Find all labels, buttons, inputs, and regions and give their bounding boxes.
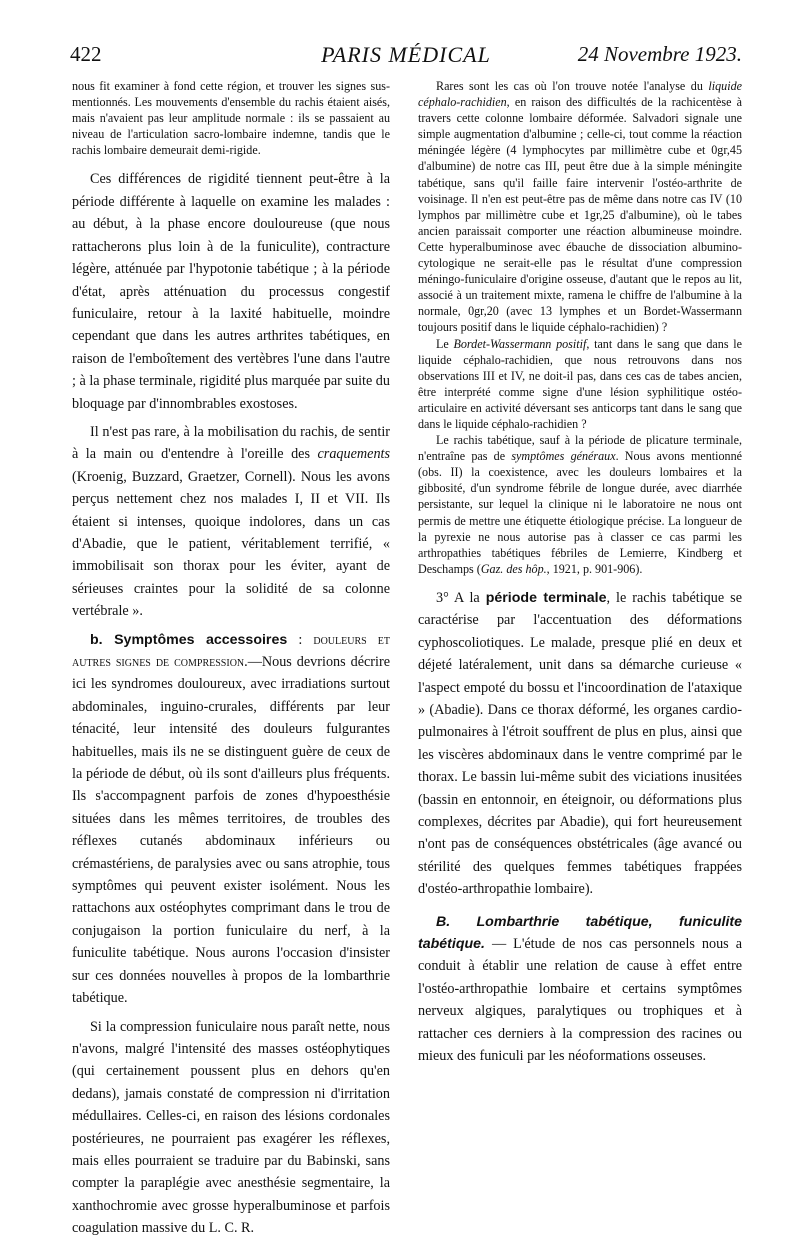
text-run: Le rachis tabétique, sauf à la période de plicature terminale, n'entraîne pas de xyxy=(418,433,742,464)
text-run: — L'étude de nos cas personnels nous a conduit à établir une relation de cause à effet entre l'ostéo-arthropathie lombaire et certains symptômes nerveux algiques, paralytiques ou trophiques et à rattacher ces derniers à la compression des racines ou mieux des funiculi par les néoformations osseuses. xyxy=(418,936,742,1065)
left-column xyxy=(72,78,390,1240)
section-heading-b: b. Symptômes accessoires xyxy=(90,631,288,648)
left-paragraph-2: Ces différences de rigidité tiennent peut-être à la période différente à laquelle on examine les malades : au début, à la phase encore douloureuse (que nous rattacherons plus loin à de la funiculite), contracture légère, atténuée par l'hypotonie tabétique ; à la période d'état, après atténuation du processus congestif funiculaire, retour à la laxité habituelle, moindre cependant que dans les autres arthrites tabétiques, en raison de l'emboîtement des vertèbres l'une dans l'autre ; à la phase terminale, rigidité plus marquée par suite du bloquage par d'innombrables exostoses. xyxy=(72,171,390,412)
text-run: Rares sont les cas où l'on trouve notée l'analyse du xyxy=(436,79,709,93)
section-heading-B: B. Lombarthrie tabétique, funiculite tabétique. xyxy=(418,913,742,952)
text-run: (Kroenig, Buzzard, Graetzer, Cornell). Nous les avons perçus nettement chez nos malades I, II et VII. Ils étaient si intenses, quoique indolores, dans un cas d'Abadie, que le patient, véritablement terrifié, « immobilisait son thorax pour les éviter, ayant de sérieuses craintes pour la solidité de sa colonne vertébrale ». xyxy=(72,468,390,620)
text-run: Il n'est pas rare, à la mobilisation du rachis, de sentir à la main ou d'entendre à l'oreille des xyxy=(72,423,390,463)
right-paragraph-1 xyxy=(418,78,742,336)
right-paragraph-3 xyxy=(418,432,742,577)
emphasis-periode-terminale: période terminale xyxy=(485,589,607,606)
right-column xyxy=(418,78,742,1067)
text-run: , en raison des difficultés de la rachicentèse à travers cette colonne lombaire déformée. Salvadori signale une simple augmentation d'albumine ; celle-ci, tout comme la réaction méningée légère (4 lymphocytes par millimètre cube et 0gr,45 d'albumine) de notre cas III, peut être due à la simple méningite tabétique, sans qu'il faille faire intervenir l'ostéo-arthrite de voisinage. Il n'en est peut-être pas de même dans notre cas IV (10 lymphos par millimètre cube et 1gr,25 d'albumine), où le tabes ancien paraissait comporter une réaction albumineuse moindre. Cette hyperalbuminose avec ébauche de dissociation albumino-cytologique ne serait-elle pas le résultat d'une compression méningo-funiculaire d'origine osseuse, d'autant que le repos au lit, associé à un traitement mixte, ramena le chiffre de l'albumine à la normale, 0gr,20 (avec 13 lymphes et un Bordet-Wassermann toujours positif dans le liquide céphalo-rachidien) ? xyxy=(418,95,742,335)
text-run: : xyxy=(287,631,314,648)
text-run: . Nous avons mentionné (obs. II) la coexistence, avec les douleurs lombaires et la gibbosité, d'un syndrome fébrile de longue durée, avec diarrhée persistante, sur lequel la clinique ni le laboratoire ne nous ont permis de mettre une étiquette étiologique précise. La longueur de la pyrexie ne nous autorise pas à classer ce cas parmi les arthropathies tabétiques fébriles de Lemierre, Kindberg et Deschamps ( xyxy=(418,449,742,576)
issue-date: 24 Novembre 1923. xyxy=(577,42,742,66)
emphasis-symptomes: symptômes généraux xyxy=(511,449,616,464)
journal-title: PARIS MÉDICAL xyxy=(321,42,491,67)
left-paragraph-1: nous fit examiner à fond cette région, et trouver les signes sus-mentionnés. Les mouvements d'ensemble du rachis étaient aisés, mais n'avaient pas leur amplitude normale : ils se passaient au niveau de l'articulation sacro-lombaire indemne, tandis que le rachis lombaire demeurait demi-rigide. xyxy=(72,79,390,158)
emphasis-craquements: craquements xyxy=(317,446,390,463)
text-run: —Nous devrions décrire ici les syndromes douloureux, avec irradiations surtout abdominales, inguino-crurales, différents par leur ténacité, leur intensité des douleurs fulgurantes habituelles, mais ils ne se distinguent guère de ceux de la période de début, où ils sont d'ailleurs plus fréquents. Ils s'accompagnent parfois de zones d'hypoesthésie situées dans les mêmes territoires, de troubles des réflexes cutanés abdominaux inférieurs ou crémastériens, de paralysies avec ou sans atrophie, tous symptômes qui peuvent exister isolément. Nous les rattachons aux ostéophytes comprimant dans le trou de conjugaison la portion funiculaire du nerf, à la funiculite tabétique. Nous aurons l'occasion d'insister sur ces données nouvelles à propos de la lombarthrie tabétique. xyxy=(72,654,390,1007)
right-paragraph-2 xyxy=(418,336,742,433)
left-paragraph-5: Si la compression funiculaire nous paraît nette, nous n'avons, malgré l'intensité des masses ostéophytiques (qui certainement poussent plus en dehors qu'en dedans), jamais constaté de compression ni d'irritation médullaires. Celles-ci, en raison des lésions cordonales postérieures, ne pourraient pas exagérer les réflexes, mais elles pourraient se traduire par du Babinski, sans compter la paraplégie avec anesthésie segmentaire, la xanthochromie avec grosse hyperalbuminose et parfois coagulation massive du L. C. R. xyxy=(72,1018,390,1237)
right-paragraph-5 xyxy=(418,911,742,1068)
page-number: 422 xyxy=(70,42,102,66)
text-run: Le xyxy=(436,336,454,351)
text-run: , tant dans le sang que dans le liquide céphalo-rachidien, que nous retrouvons dans nos observations III et IV, ne doit-il pas, dans ces cas de tabes ancien, être interprété comme signe d'une lésion syphilitique ostéo-articulaire en activité déversant ses anticorps tant dans le sang que dans le liquide céphalo-rachidien ? xyxy=(418,336,742,431)
left-paragraph-4 xyxy=(72,629,390,1010)
emphasis-bw: Bordet-Wassermann positif xyxy=(453,336,587,351)
emphasis-lcr: liquide céphalo-rachidien xyxy=(418,79,742,110)
left-paragraph-3 xyxy=(72,421,390,623)
text-run: , le rachis tabétique se caractérise par l'accentuation des déformations cyphoscoliotiques. Le malade, presque plié en deux et déjeté latéralement, unit dans sa démarche curieuse « l'aspect empoté du bossu et l'incoordination de l'ataxique » (Abadie). Dans ce thorax déformé, les organes cardio-pulmonaires à l'étroit souffrent de plus en plus, ainsi que les viscères abdominaux dans le ventre comprimé par le thorax. Le bassin lui-même subit des viciations inusitées (bassin en entonnoir, en éteignoir, ou déformations plus complexes, décrites par Abadie), qui fort heureusement n'ont pas de conséquences obstétricales (âge avancé ou stérilité des quelques femmes tabétiques frappées d'ostéo-arthropathie lombaire). xyxy=(418,589,742,898)
citation-journal: Gaz. des hôp. xyxy=(480,561,547,576)
right-paragraph-4 xyxy=(418,587,742,901)
running-header xyxy=(70,42,742,76)
section-subheading: douleurs et autres signes de compression. xyxy=(72,631,390,670)
text-run: , 1921, p. 901-906). xyxy=(546,561,643,576)
text-run: 3° A la xyxy=(436,589,486,606)
